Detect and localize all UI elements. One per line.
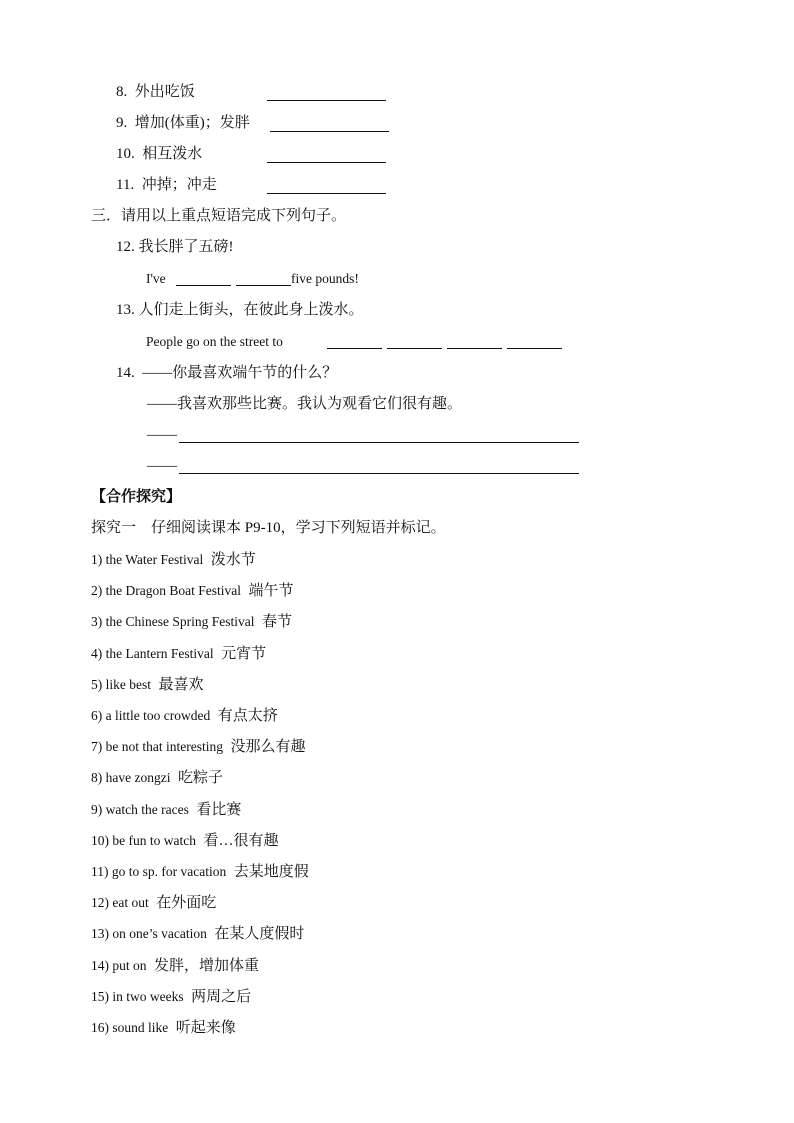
phrase-english: 1) the Water Festival [91, 552, 204, 567]
answer-blank[interactable] [267, 162, 386, 163]
phrase-chinese: 春节 [261, 614, 292, 631]
phrase-english: 14) put on [91, 957, 147, 973]
answer-blank[interactable] [267, 100, 386, 101]
vocab-item-9 [116, 113, 250, 133]
vocab-item-8 [116, 82, 195, 102]
phrase-english: 15) in two weeks [91, 988, 184, 1004]
phrase-chinese: 去某地度假 [233, 864, 309, 880]
phrase-item [91, 644, 266, 664]
phrase-chinese: 发胖，增加体重 [154, 957, 260, 974]
phrase-item [91, 893, 216, 913]
answer-line[interactable] [179, 473, 579, 474]
phrase-english: 10) be fun to watch [91, 832, 196, 848]
answer-blank[interactable] [236, 285, 291, 286]
phrase-item [91, 550, 256, 570]
phrase-english: 9) watch the races [91, 801, 189, 817]
vocab-chinese: 增加(体重)；发胖 [134, 115, 250, 131]
phrase-item [91, 956, 259, 976]
phrase-english: 16) sound like [91, 1020, 169, 1035]
phrase-english: 2) the Dragon Boat Festival [91, 583, 241, 599]
vocab-number: 11. [116, 177, 135, 193]
phrase-item [91, 612, 292, 632]
answer-blank[interactable] [176, 285, 231, 286]
phrase-chinese: 最喜欢 [158, 676, 204, 693]
phrase-item [91, 737, 305, 757]
phrase-item [91, 831, 278, 851]
phrase-english: 6) a little too crowded [91, 708, 211, 723]
answer-blank[interactable] [270, 131, 389, 132]
question-12: 12. 我长胖了五磅! [116, 239, 234, 255]
answer-blank[interactable] [267, 193, 386, 194]
phrase-item [91, 987, 251, 1007]
question-13-en: People go on the street to [146, 334, 283, 349]
question-number: 14. [116, 365, 135, 381]
vocab-number: 8. [116, 84, 128, 100]
phrase-item [91, 768, 223, 788]
phrase-item [91, 1018, 236, 1038]
phrase-chinese: 有点太挤 [217, 708, 278, 724]
phrase-english: 8) have zongzi [91, 770, 171, 786]
question-13: 13. 人们走上街头，在彼此身上泼水。 [116, 302, 364, 318]
coop-intro: 探究一 仔细阅读课本 P9-10，学习下列短语并标记。 [91, 520, 446, 536]
coop-heading: 【合作探究】 [91, 489, 182, 505]
phrase-english: 3) the Chinese Spring Festival [91, 614, 255, 630]
phrase-chinese: 两周之后 [191, 988, 252, 1005]
phrase-english: 7) be not that interesting [91, 739, 223, 755]
phrase-chinese: 在某人度假时 [214, 926, 305, 943]
question-14 [116, 363, 337, 383]
phrase-item [91, 862, 309, 882]
phrase-english: 4) the Lantern Festival [91, 645, 214, 661]
answer-blank[interactable] [507, 348, 562, 349]
phrase-item [91, 800, 241, 820]
section-heading: 三．请用以上重点短语完成下列句子。 [91, 208, 347, 224]
phrase-chinese: 听起来像 [175, 1020, 236, 1036]
answer-blank[interactable] [327, 348, 382, 349]
answer-line[interactable] [179, 442, 579, 443]
phrase-chinese: 元宵节 [221, 645, 267, 662]
vocab-chinese: 相互泼水 [142, 146, 203, 162]
phrase-chinese: 看…很有趣 [203, 832, 279, 849]
dialogue-dash: —— [147, 458, 177, 474]
phrase-item [91, 706, 278, 726]
question-line: ——你最喜欢端午节的什么？ [142, 365, 338, 381]
vocab-chinese: 外出吃饭 [134, 84, 195, 100]
phrase-chinese: 没那么有趣 [230, 739, 306, 756]
dialogue-dash: —— [147, 427, 177, 443]
vocab-number: 9. [116, 115, 128, 131]
phrase-item [91, 675, 204, 695]
question-14-line2: ——我喜欢那些比赛。我认为观看它们很有趣。 [147, 396, 463, 412]
phrase-item [91, 924, 304, 944]
vocab-chinese: 冲掉；冲走 [141, 177, 217, 193]
phrase-english: 5) like best [91, 676, 151, 692]
phrase-chinese: 泼水节 [210, 552, 256, 568]
phrase-chinese: 端午节 [248, 583, 294, 600]
phrase-chinese: 在外面吃 [156, 895, 217, 912]
phrase-english: 11) go to sp. for vacation [91, 864, 227, 879]
answer-blank[interactable] [387, 348, 442, 349]
phrase-item [91, 581, 294, 601]
question-12-en-start: I've [146, 271, 166, 286]
phrase-english: 13) on one’s vacation [91, 926, 207, 942]
phrase-chinese: 吃粽子 [177, 770, 223, 787]
vocab-number: 10. [116, 146, 135, 162]
vocab-item-10 [116, 144, 202, 164]
phrase-chinese: 看比赛 [196, 801, 242, 818]
vocab-item-11 [116, 175, 217, 195]
phrase-english: 12) eat out [91, 895, 149, 911]
answer-blank[interactable] [447, 348, 502, 349]
question-12-en-end: five pounds! [291, 271, 359, 286]
